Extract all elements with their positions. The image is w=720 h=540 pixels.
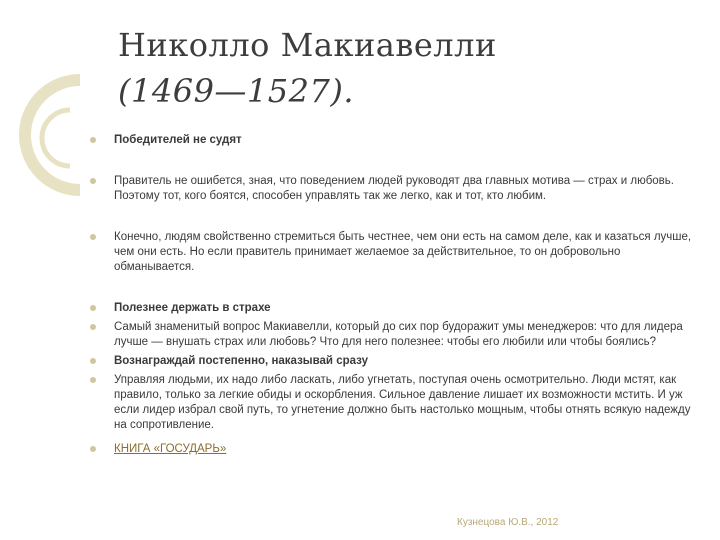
bullet-icon: [90, 178, 96, 184]
list-item-text: Вознаграждай постепенно, наказывай сразу: [114, 355, 368, 367]
list-item-text: Конечно, людям свойственно стремиться быть честнее, чем они есть на самом деле, как и казаться лучше, чем они есть. Но если правитель принимает желаемое за действительное, то он добровольно обманывается.: [114, 231, 692, 273]
book-link[interactable]: КНИГА «ГОСУДАРЬ»: [114, 443, 227, 455]
bullet-list: [90, 133, 695, 457]
bullet-icon: [90, 234, 96, 240]
list-item: [90, 133, 695, 148]
page-title: [118, 22, 497, 114]
list-item: [90, 320, 695, 350]
bullet-icon: [90, 377, 96, 383]
bullet-icon: [90, 324, 96, 330]
list-item-text: Самый знаменитый вопрос Макиавелли, который до сих пор будоражит умы менеджеров: что для лидера лучше — внушать страх или любовь? Что для него полезнее: чтобы его любили или чтобы боялись?: [114, 321, 683, 348]
list-item: [90, 354, 695, 369]
title-line-2: (1469—1527).: [118, 72, 355, 110]
bullet-icon: [90, 446, 96, 452]
list-item-text: Управляя людьми, их надо либо ласкать, либо угнетать, поступая очень осмотрительно. Люди мстят, как правило, только за легкие обиды и оскорбления. Сильное давление лишает их возможности мстить. И уж если лидер избрал свой путь, то угнетение должно быть настолько мощным, чтобы отнять всякую надежду на сопротивление.: [114, 374, 691, 431]
bullet-icon: [90, 305, 96, 311]
title-line-1: Николло Макиавелли: [118, 26, 497, 64]
bullet-icon: [90, 358, 96, 364]
list-item: [90, 301, 695, 316]
footer-author: Кузнецова Ю.В., 2012: [457, 517, 559, 528]
list-item-text: Полезнее держать в страхе: [114, 302, 271, 314]
list-item-text: Победителей не судят: [114, 134, 242, 146]
bullet-icon: [90, 137, 96, 143]
list-item: [90, 442, 695, 457]
list-item: [90, 174, 695, 204]
list-item: [90, 373, 695, 433]
list-item: [90, 230, 695, 275]
list-item-text: Правитель не ошибется, зная, что поведением людей руководят два главных мотива — страх и любовь. Поэтому тот, кого боятся, способен управлять так же легко, как и тот, кто любим.: [114, 175, 674, 202]
